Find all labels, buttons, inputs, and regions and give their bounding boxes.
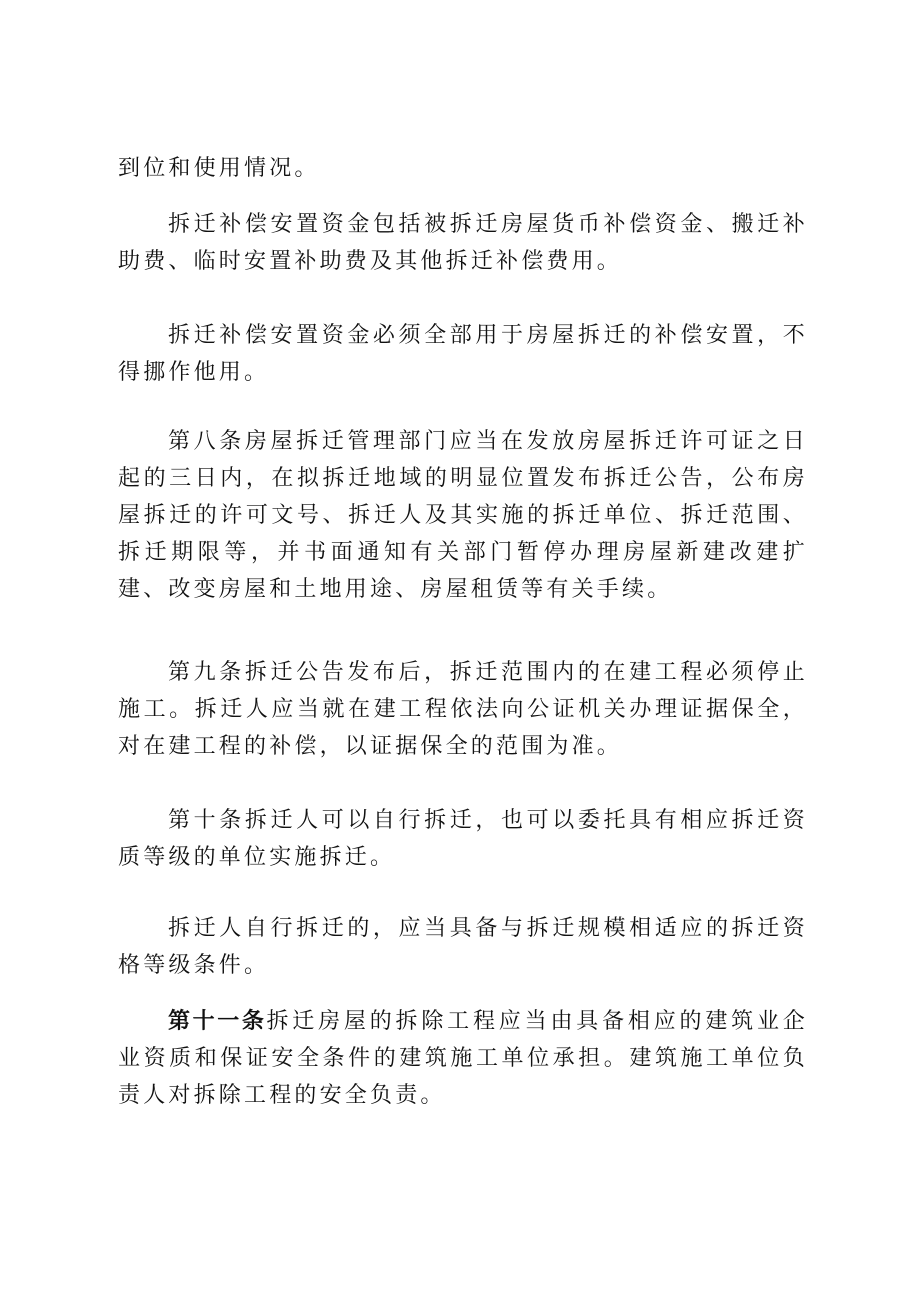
article-11-body: 拆迁房屋的拆除工程应当由具备相应的建筑业企业资质和保证安全条件的建筑施工单位承担。建筑施工单位负责人对拆除工程的安全负责。	[118, 1009, 808, 1108]
paragraph-compensation-funds-usage: 拆迁补偿安置资金必须全部用于房屋拆迁的补偿安置，不得挪作他用。	[118, 323, 808, 385]
paragraph-article-9: 第九条拆迁公告发布后，拆迁范围内的在建工程必须停止施工。拆迁人应当就在建工程依法向公证机关办理证据保全，对在建工程的补偿，以证据保全的范围为准。	[118, 660, 808, 759]
paragraph-article-10: 第十条拆迁人可以自行拆迁，也可以委托具有相应拆迁资质等级的单位实施拆迁。	[118, 808, 808, 870]
article-11-heading: 第十一条	[168, 1009, 267, 1034]
paragraph-self-demolition: 拆迁人自行拆迁的，应当具备与拆迁规模相适应的拆迁资格等级条件。	[118, 916, 808, 978]
paragraph-article-11	[118, 1003, 808, 1114]
paragraph-article-8: 第八条房屋拆迁管理部门应当在发放房屋拆迁许可证之日起的三日内，在拟拆迁地域的明显位置发布拆迁公告，公布房屋拆迁的许可文号、拆迁人及其实施的拆迁单位、拆迁范围、拆迁期限等，并书面通知有关部门暂停办理房屋新建改建扩建、改变房屋和土地用途、房屋租赁等有关手续。	[118, 429, 808, 602]
paragraph-continuation: 到位和使用情况。	[118, 156, 320, 181]
paragraph-compensation-funds-scope: 拆迁补偿安置资金包括被拆迁房屋货币补偿资金、搬迁补助费、临时安置补助费及其他拆迁补偿费用。	[118, 212, 808, 274]
